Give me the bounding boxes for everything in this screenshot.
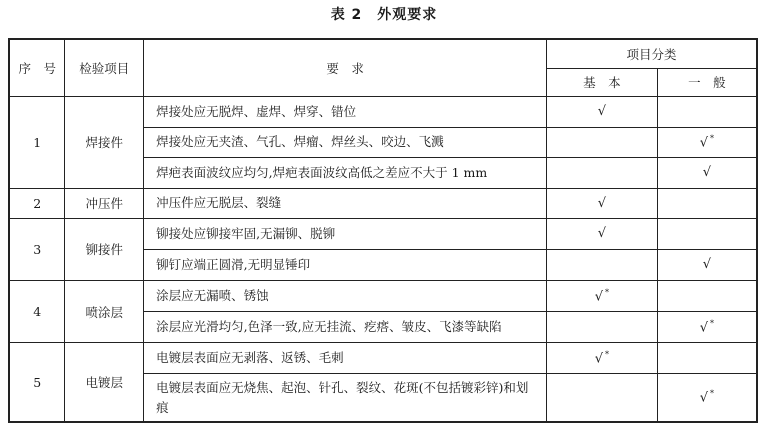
requirement-text: 电镀层表面应无剥落、返锈、毛刺 <box>144 343 547 374</box>
table-row <box>9 280 757 311</box>
general-cell <box>657 96 757 127</box>
inspection-item: 焊接件 <box>65 96 144 188</box>
basic-cell <box>546 374 657 422</box>
general-cell <box>657 280 757 311</box>
basic-cell <box>546 280 657 311</box>
footnote-star: * <box>710 133 714 143</box>
inspection-item: 铆接件 <box>65 218 144 280</box>
header-category: 项目分类 <box>546 39 757 68</box>
check-mark-icon: √ <box>594 351 603 367</box>
check-mark-icon: √ <box>594 289 603 305</box>
general-cell <box>657 374 757 422</box>
header-general: 一 般 <box>657 68 757 96</box>
basic-cell <box>546 188 657 218</box>
table-body <box>9 96 757 422</box>
inspection-item: 电镀层 <box>65 343 144 422</box>
basic-cell <box>546 96 657 127</box>
basic-cell <box>546 218 657 249</box>
requirement-text: 铆钉应端正圆滑,无明显锤印 <box>144 249 547 280</box>
check-mark-icon: √ <box>699 320 708 336</box>
header-basic: 基 本 <box>546 68 657 96</box>
header-no: 序 号 <box>9 39 65 96</box>
footnote-star: * <box>710 318 714 328</box>
check-mark-icon: √ <box>597 195 606 211</box>
requirement-text: 铆接处应铆接牢固,无漏铆、脱铆 <box>144 218 547 249</box>
table-title: 表 2 外观要求 <box>330 7 438 23</box>
footnote-star: * <box>710 389 714 399</box>
row-number: 5 <box>9 343 65 422</box>
general-cell <box>657 312 757 343</box>
requirement-text: 冲压件应无脱层、裂缝 <box>144 188 547 218</box>
row-number: 3 <box>9 218 65 280</box>
general-cell <box>657 157 757 188</box>
check-mark-icon: √ <box>702 257 711 273</box>
header-item: 检验项目 <box>65 39 144 96</box>
inspection-item: 冲压件 <box>65 188 144 218</box>
requirement-text: 焊接处应无夹渣、气孔、焊瘤、焊丝头、咬边、飞溅 <box>144 127 547 157</box>
requirement-text: 涂层应光滑均匀,色泽一致,应无挂流、疙瘩、皱皮、飞漆等缺陷 <box>144 312 547 343</box>
requirement-text: 电镀层表面应无烧焦、起泡、针孔、裂纹、花斑(不包括镀彩锌)和划痕 <box>144 374 547 422</box>
requirement-text: 涂层应无漏喷、锈蚀 <box>144 280 547 311</box>
general-cell <box>657 127 757 157</box>
general-cell <box>657 188 757 218</box>
check-mark-icon: √ <box>699 135 708 151</box>
requirement-text: 焊疤表面波纹应均匀,焊疤表面波纹高低之差应不大于 1 mm <box>144 157 547 188</box>
row-number: 2 <box>9 188 65 218</box>
footnote-star: * <box>604 287 609 297</box>
row-number: 4 <box>9 280 65 342</box>
row-number: 1 <box>9 96 65 188</box>
footnote-star: * <box>604 349 609 359</box>
general-cell <box>657 343 757 374</box>
table-row <box>9 188 757 218</box>
header-requirement: 要 求 <box>144 39 547 96</box>
check-mark-icon: √ <box>702 165 711 181</box>
basic-cell <box>546 157 657 188</box>
requirement-text: 焊接处应无脱焊、虚焊、焊穿、错位 <box>144 96 547 127</box>
check-mark-icon: √ <box>597 226 606 242</box>
general-cell <box>657 249 757 280</box>
basic-cell <box>546 343 657 374</box>
check-mark-icon: √ <box>699 390 708 406</box>
table-row <box>9 343 757 374</box>
basic-cell <box>546 127 657 157</box>
basic-cell <box>546 249 657 280</box>
inspection-item: 喷涂层 <box>65 280 144 342</box>
table-row <box>9 218 757 249</box>
check-mark-icon: √ <box>597 104 606 120</box>
basic-cell <box>546 312 657 343</box>
general-cell <box>657 218 757 249</box>
appearance-requirements-table <box>8 38 758 423</box>
table-row <box>9 96 757 127</box>
